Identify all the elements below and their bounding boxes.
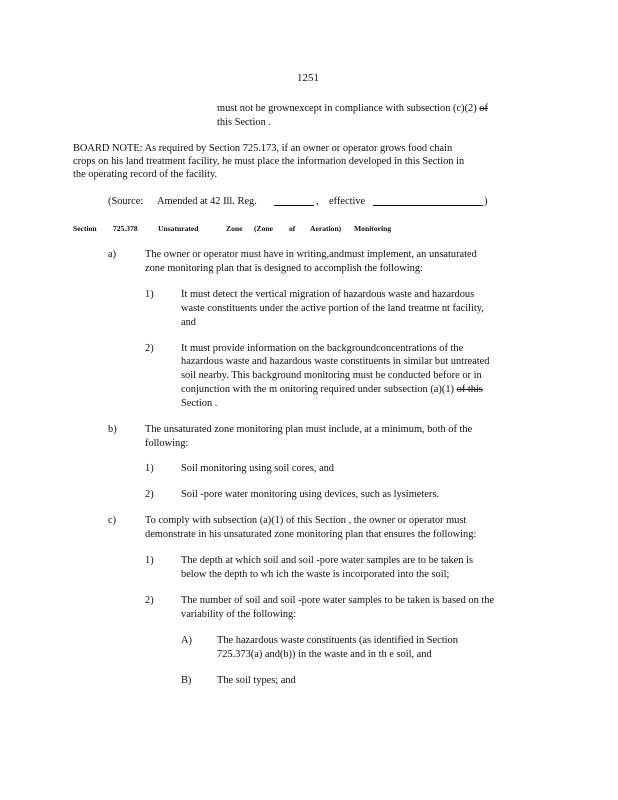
heading-word: (Zone (254, 224, 273, 233)
struck-text: of this (456, 384, 483, 395)
item-a2-line-3: soil nearby. This background monitoring must be conducted before or in (181, 370, 482, 381)
item-c2-label: 2) (145, 595, 154, 606)
register-blank (274, 196, 314, 206)
item-a1-line-2: waste constituents under the active portion of the land treatme nt facility, (181, 303, 484, 314)
source-comma: , (316, 196, 319, 207)
item-a1-line-3: and (181, 317, 197, 328)
heading-word: Zone (226, 224, 243, 233)
item-a2-line-5: Section . (181, 398, 218, 409)
item-a2-label: 2) (145, 343, 154, 354)
item-b2-text: Soil -pore water monitoring using devices, such as lysimeters. (181, 489, 439, 500)
heading-word: Unsaturated (158, 224, 199, 233)
heading-word: Monitoring (354, 224, 392, 233)
section-word: Section (73, 224, 97, 233)
heading-word: Aeration) (310, 224, 342, 233)
subsection-a-label: a) (108, 249, 117, 260)
item-c2a-line-2: 725.373(a) and(b)) in the waste and in th e soil, and (217, 649, 432, 660)
source-label: (Source: (108, 196, 144, 207)
subsection-c-label: c) (108, 515, 117, 526)
item-b1-text: Soil monitoring using soil cores, and (181, 463, 334, 474)
board-note-line-2: crops on his land treatment facility, he must place the information developed in this Section in (73, 156, 465, 167)
item-c2-line-2: variability of the following: (181, 609, 297, 620)
item-a2-line-4: conjunction with the m onitoring required under subsection (a)(1) of this (181, 384, 483, 395)
item-c2a-line-1: The hazardous waste constituents (as identified in Section (217, 635, 458, 646)
item-c1-line-2: below the depth to wh ich the waste is incorporated into the soil; (181, 569, 450, 580)
source-effective: effective (329, 196, 366, 207)
subsection-c-line-2: demonstrate in his unsaturated zone monitoring plan that ensures the following: (145, 529, 477, 540)
intro-line-2: this Section . (217, 117, 271, 128)
source-close: ) (484, 196, 488, 207)
subsection-a-line-1: The owner or operator must have in writing,andmust implement, an unsaturated (145, 249, 477, 260)
item-a1-label: 1) (145, 289, 154, 300)
subsection-b-line-1: The unsaturated zone monitoring plan must include, at a minimum, both of the (145, 424, 473, 435)
heading-word: of (289, 224, 296, 233)
item-b1-label: 1) (145, 463, 154, 474)
subsection-b-label: b) (108, 424, 117, 435)
item-b2-label: 2) (145, 489, 154, 500)
board-note-line-1: BOARD NOTE: As required by Section 725.173, if an owner or operator grows food chain (73, 143, 453, 154)
effective-date-blank (373, 196, 483, 206)
subsection-c-line-1: To comply with subsection (a)(1) of this Section , the owner or operator must (145, 515, 467, 526)
intro-line-1: must not be grownexcept in compliance with subsection (c)(2) of (217, 103, 488, 114)
struck-text: of (479, 103, 488, 114)
item-c1-label: 1) (145, 555, 154, 566)
board-note-line-3: the operating record of the facility. (73, 169, 218, 180)
item-c2-line-1: The number of soil and soil -pore water samples to be taken is based on the (181, 595, 495, 606)
subsection-a-line-2: zone monitoring plan that is designed to accomplish the following: (145, 263, 423, 274)
section-number: 725.378 (113, 224, 138, 233)
item-c2a-label: A) (181, 635, 192, 646)
item-a2-line-2: hazardous waste and hazardous waste constituents in similar but untreated (181, 356, 490, 367)
page-number: 1251 (297, 72, 319, 84)
item-c2b-label: B) (181, 675, 192, 686)
item-c1-line-1: The depth at which soil and soil -pore water samples are to be taken is (181, 555, 474, 566)
source-amended: Amended at 42 Ill. Reg. (157, 196, 257, 207)
subsection-b-line-2: following: (145, 438, 189, 449)
item-a1-line-1: It must detect the vertical migration of hazardous waste and hazardous (181, 289, 475, 300)
item-c2b-line-1: The soil types; and (217, 675, 296, 686)
item-a2-line-1: It must provide information on the backgroundconcentrations of the (181, 343, 464, 354)
